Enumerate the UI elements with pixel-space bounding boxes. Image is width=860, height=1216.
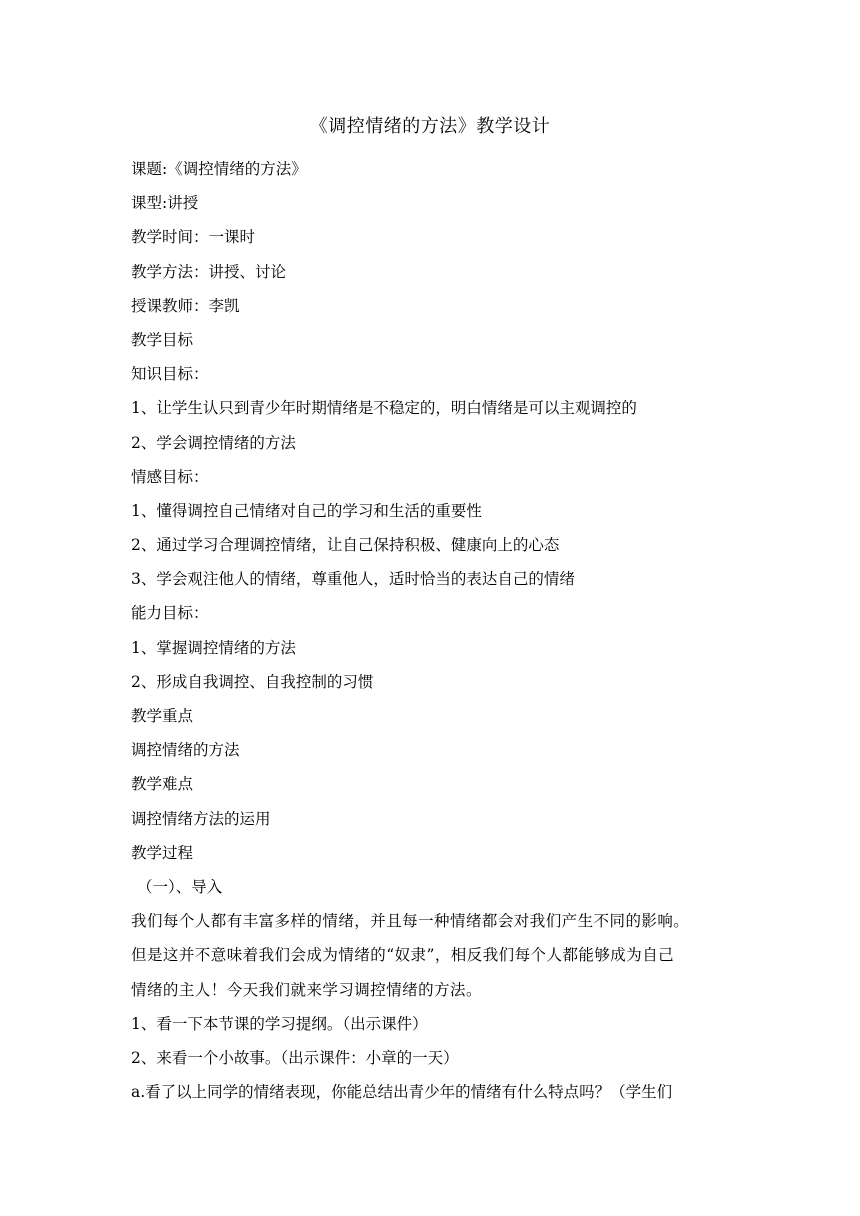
list-item: 2、来看一个小故事。（出示课件：小章的一天） <box>131 1048 459 1067</box>
list-item: 2、学会调控情绪的方法 <box>131 433 296 452</box>
list-item: 2、通过学习合理调控情绪，让自己保持积极、健康向上的心态 <box>131 536 560 555</box>
heading-difficulty: 教学难点 <box>131 775 194 794</box>
list-item: a.看了以上同学的情绪表现，你能总结出青少年的情绪有什么特点吗？（学生们 <box>131 1083 673 1102</box>
list-item: 3、学会观注他人的情绪，尊重他人，适时恰当的表达自己的情绪 <box>131 570 575 589</box>
list-item: 1、掌握调控情绪的方法 <box>131 638 296 657</box>
document-body <box>131 152 736 1109</box>
paragraph-line: 但是这并不意味着我们会成为情绪的“奴隶”，相反我们每个人都能够成为自己 <box>131 946 675 965</box>
document-title: 《调控情绪的方法》教学设计 <box>309 116 551 137</box>
list-item: 2、形成自我调控、自我控制的习惯 <box>131 672 374 691</box>
intro-paragraph <box>131 904 736 1007</box>
field-lesson-type: 课型:讲授 <box>131 194 199 213</box>
heading-emotion-goals: 情感目标： <box>131 467 209 486</box>
heading-key-point: 教学重点 <box>131 707 194 725</box>
field-teacher: 授课教师：李凯 <box>131 296 240 315</box>
list-item: 1、懂得调控自己情绪对自己的学习和生活的重要性 <box>131 501 482 520</box>
difficulty-text: 调控情绪方法的运用 <box>131 809 271 828</box>
heading-ability-goals: 能力目标： <box>131 604 209 623</box>
paragraph-line: 我们每个人都有丰富多样的情绪，并且每一种情绪都会对我们产生不同的影响。 <box>131 912 690 931</box>
section-heading-introduction: （一）、导入 <box>137 877 223 896</box>
list-item: 1、看一下本节课的学习提纲。（出示课件） <box>131 1014 428 1033</box>
list-item: 1、让学生认只到青少年时期情绪是不稳定的，明白情绪是可以主观调控的 <box>131 399 637 418</box>
heading-teaching-process: 教学过程 <box>131 843 194 862</box>
paragraph-line: 情绪的主人！今天我们就来学习调控情绪的方法。 <box>131 980 482 999</box>
heading-knowledge-goals: 知识目标： <box>131 365 209 384</box>
heading-teaching-goals: 教学目标 <box>131 330 194 349</box>
key-point-text: 调控情绪的方法 <box>131 741 240 760</box>
field-topic: 课题:《调控情绪的方法》 <box>131 160 307 178</box>
field-teaching-time: 教学时间：一课时 <box>131 228 256 247</box>
field-teaching-method: 教学方法：讲授、讨论 <box>131 262 287 281</box>
